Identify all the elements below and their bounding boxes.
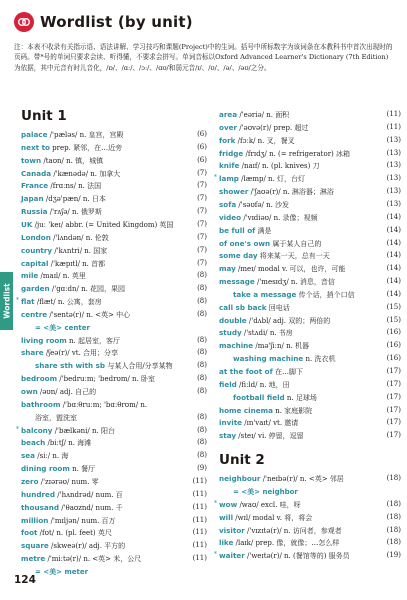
definition: 回电话 xyxy=(266,303,290,312)
page-ref: (13) xyxy=(386,199,401,208)
headword: balcony xyxy=(21,425,53,435)
definition: /'eəriə/ n. 面积 xyxy=(237,111,290,119)
headword: of one's own xyxy=(219,238,271,248)
headword: UK xyxy=(21,219,33,229)
headword: Canada xyxy=(21,168,52,178)
page-ref: (8) xyxy=(197,348,207,357)
headword: metre xyxy=(21,554,46,564)
wordlist-entry xyxy=(21,154,207,167)
definition: /'weɪtə(r)/ n. (餐馆等的) 服务员 xyxy=(244,552,350,561)
headword: field xyxy=(219,379,237,389)
headword: video xyxy=(219,212,242,222)
definition: /'kænədə/ n. 加拿大 xyxy=(51,169,121,178)
headword: foot xyxy=(21,528,38,538)
wordlist-entry xyxy=(219,198,401,211)
wordlist-entry xyxy=(21,398,207,411)
sidebar-tab-label: Wordlist xyxy=(2,283,11,319)
definition: /frɑːns/ n. 法国 xyxy=(48,182,102,191)
headword: sea xyxy=(21,451,36,461)
page-ref: (8) xyxy=(197,284,207,293)
wordlist-entry xyxy=(21,436,207,449)
wordlist-entry xyxy=(219,524,401,537)
definition: 传个话，捎个口信 xyxy=(296,290,355,299)
headword: neighbour xyxy=(219,474,261,484)
definition: /'ʃaʊə(r)/ n. 淋浴器；淋浴 xyxy=(248,188,334,197)
headword: washing machine xyxy=(233,354,304,364)
wordlist-entry xyxy=(21,141,207,154)
wordlist-entry xyxy=(219,237,401,250)
definition: n. 洗衣机 xyxy=(303,355,336,364)
definition: 将来某一天，总有一天 xyxy=(257,252,330,261)
headword: knife xyxy=(219,161,240,171)
headword: thousand xyxy=(21,502,59,512)
wordlist-entry xyxy=(35,411,207,424)
headword: wow xyxy=(219,499,238,509)
wordlist-entry xyxy=(219,185,401,198)
definition: n. 起居室，客厅 xyxy=(66,336,120,345)
headword: centre xyxy=(21,309,48,319)
sidebar-tab xyxy=(0,272,13,330)
page-ref: (13) xyxy=(386,187,401,196)
definition: /skweə(r)/ adj. 平方的 xyxy=(48,542,126,551)
page-ref: (18) xyxy=(386,525,401,534)
wordlist-entry xyxy=(21,218,207,231)
definition: /'dʌbl/ adj. 双的；两倍的 xyxy=(246,316,331,325)
page-ref: (8) xyxy=(197,271,207,280)
definition: /maɪl/ n. 英里 xyxy=(38,272,86,281)
wordlist-entry xyxy=(214,498,401,511)
page-ref: (14) xyxy=(386,212,401,221)
page-ref: (13) xyxy=(386,135,401,144)
headword: lamp xyxy=(219,174,239,184)
wordlist-entry xyxy=(21,269,207,282)
definition: /'vɪdiəʊ/ n. 录像；视频 xyxy=(241,213,318,222)
page-ref: (8) xyxy=(197,361,207,370)
page-ref: (8) xyxy=(197,438,207,447)
definition: /'pæləs/ n. 皇宫，宫殿 xyxy=(47,131,124,139)
definition: /fɔːk/ n. 叉，餐叉 xyxy=(235,136,295,145)
wordlist-entry xyxy=(16,424,207,437)
definition: /'bælkəni/ n. 阳台 xyxy=(52,426,115,435)
definition: n. 餐厅 xyxy=(69,465,96,474)
wordlist-entry xyxy=(21,346,207,359)
headword: square xyxy=(21,541,49,551)
headword: may xyxy=(219,264,236,274)
headword: invite xyxy=(219,418,243,428)
definition: /'mɪljən/ num. 百万 xyxy=(48,516,116,525)
star-marker: * xyxy=(214,174,217,182)
page-ref: (14) xyxy=(386,277,401,286)
wordlist-entry xyxy=(21,449,207,462)
wordlist-entry xyxy=(219,511,401,524)
definition: /taʊn/ n. 镇，城镇 xyxy=(41,156,104,165)
wordlist-entry xyxy=(21,488,207,501)
definition: /'rʌʃə/ n. 俄罗斯 xyxy=(47,208,102,217)
page-ref: (8) xyxy=(197,335,207,344)
definition: /frɪdʒ/ n. (= refrigerator) 冰箱 xyxy=(243,149,351,158)
definition: /ɪn'vaɪt/ vt. 邀请 xyxy=(242,419,299,428)
wordlist-entry xyxy=(21,308,207,321)
definition: /'θaʊznd/ num. 千 xyxy=(59,503,123,512)
page-ref: (11) xyxy=(192,515,207,524)
definition: /'sentə(r)/ n. <英> 中心 xyxy=(47,310,131,319)
wordlist-entry xyxy=(35,321,207,334)
page-number: 124 xyxy=(14,574,36,586)
definition: /waʊ/ excl. 哇，呀 xyxy=(237,500,301,509)
wordlist-entry xyxy=(21,192,207,205)
star-marker: * xyxy=(214,499,217,507)
wordlist-entry xyxy=(21,282,207,295)
unit-1-heading: Unit 1 xyxy=(21,108,67,124)
headword: sofa xyxy=(219,199,237,209)
definition: /'əʊvə(r)/ prep. 超过 xyxy=(237,123,309,132)
page-ref: (6) xyxy=(197,142,207,151)
wordlist-entry xyxy=(214,172,401,185)
wordlist-entry xyxy=(233,391,401,404)
page-ref: (18) xyxy=(386,512,401,521)
headword: garden xyxy=(21,284,50,294)
headword: study xyxy=(219,328,242,338)
headword: zero xyxy=(21,476,39,486)
headword: share xyxy=(21,348,44,358)
headword: be full of xyxy=(219,225,256,235)
wordlist-entry xyxy=(219,301,401,314)
wordlist-entry xyxy=(219,134,401,147)
wordlist-entry xyxy=(21,372,207,385)
page-ref: (11) xyxy=(192,502,207,511)
page-ref: (17) xyxy=(386,405,401,414)
page-ref: (15) xyxy=(386,315,401,324)
page-ref: (11) xyxy=(386,122,401,131)
definition: n. 足球场 xyxy=(284,393,317,402)
headword: bathroom xyxy=(21,399,61,409)
unit-2-heading: Unit 2 xyxy=(219,452,265,469)
definition: 属于某人自己的 xyxy=(270,239,322,248)
page-ref: (8) xyxy=(197,374,207,383)
page-ref: (11) xyxy=(192,541,207,550)
page-ref: (18) xyxy=(386,474,401,483)
definition: /'vɪzɪtə(r)/ n. 访问者，参观者 xyxy=(244,526,342,535)
page-ref: (13) xyxy=(386,161,401,170)
headword: dining room xyxy=(21,464,70,474)
page-header xyxy=(14,12,399,34)
headword: hundred xyxy=(21,489,56,499)
definition: /fʊt/ n. (pl. feet) 英尺 xyxy=(37,529,112,538)
wordlist-entry xyxy=(21,179,207,192)
wordlist-entry xyxy=(219,159,401,172)
page-ref: (11) xyxy=(192,489,207,498)
page-ref: (8) xyxy=(197,451,207,460)
page-ref: (7) xyxy=(197,232,207,241)
headword: bedroom xyxy=(21,374,58,384)
headword: mile xyxy=(21,271,39,281)
wordlist-entry xyxy=(21,462,207,475)
page-ref: (16) xyxy=(386,328,401,337)
definition: n. 家庭影院 xyxy=(272,406,313,415)
definition: /'bedruːm; 'bedrʊm/ n. 卧室 xyxy=(57,375,156,384)
definition: /'stʌdi/ n. 书房 xyxy=(241,329,293,338)
wordlist-entry xyxy=(219,429,401,442)
page-ref: (17) xyxy=(386,431,401,440)
wordlist-entry xyxy=(233,485,401,498)
page-ref: (7) xyxy=(197,258,207,267)
headword: shower xyxy=(219,187,249,197)
definition: /'hʌndrəd/ num. 百 xyxy=(55,490,123,499)
headword: town xyxy=(21,155,42,165)
wordlist-entry xyxy=(35,359,207,372)
page-ref: (8) xyxy=(197,309,207,318)
definition: /'gɑːdn/ n. 花园，果园 xyxy=(49,285,126,294)
wordlist-entry xyxy=(21,475,207,488)
star-marker: * xyxy=(16,297,19,305)
definition: = <美> center xyxy=(35,323,90,332)
definition: /'lʌndən/ n. 伦敦 xyxy=(50,233,109,242)
headword: machine xyxy=(219,341,254,351)
logo-icon xyxy=(14,12,34,32)
page-ref: (8) xyxy=(197,425,207,434)
headword: stay xyxy=(219,431,237,441)
headword: country xyxy=(21,245,53,255)
wordlist-entry xyxy=(35,565,207,578)
headword: football field xyxy=(233,392,285,402)
definition: /'kʌntri/ n. 国家 xyxy=(52,246,108,255)
wordlist-entry xyxy=(233,352,401,365)
page-ref: (9) xyxy=(197,464,207,473)
headword: flat xyxy=(21,297,35,307)
page-ref: (14) xyxy=(386,251,401,260)
page-ref: (17) xyxy=(386,392,401,401)
wordlist-entry xyxy=(219,339,401,352)
definition: /'mesɪdʒ/ n. 消息，音信 xyxy=(254,278,335,287)
definition: /flæt/ n. 公寓，套房 xyxy=(34,298,102,307)
wordlist-entry xyxy=(21,552,207,565)
page-ref: (11) xyxy=(192,528,207,537)
headword: waiter xyxy=(219,551,245,561)
definition: /meɪ/ modal v. 可以，也许，可能 xyxy=(235,265,346,274)
wordlist-entry xyxy=(219,211,401,224)
definition: /'səʊfə/ n. 沙发 xyxy=(236,200,290,209)
wordlist-entry xyxy=(233,288,401,301)
page-ref: (6) xyxy=(197,130,207,138)
headword: fridge xyxy=(219,148,244,158)
headword: take a message xyxy=(233,289,297,299)
wordlist-entry xyxy=(219,365,401,378)
wordlist-entry xyxy=(21,244,207,257)
headword: over xyxy=(219,122,238,132)
page-ref: (7) xyxy=(197,168,207,177)
wordlist-entry xyxy=(219,326,401,339)
headword: home cinema xyxy=(219,405,273,415)
wordlist-entry xyxy=(219,108,401,121)
page-ref: (7) xyxy=(197,219,207,228)
definition: /wɪl/ modal v. 将，将会 xyxy=(233,513,313,522)
page-ref: (19) xyxy=(386,551,401,560)
headword: beach xyxy=(21,438,46,448)
page-ref: (16) xyxy=(386,341,401,350)
page-ref: (14) xyxy=(386,238,401,247)
headword: capital xyxy=(21,258,49,268)
definition: /'kæpɪtl/ n. 首都 xyxy=(48,259,106,268)
star-marker: * xyxy=(214,551,217,559)
definition: /fiːld/ n. 地，田 xyxy=(236,380,290,389)
page-ref: (8) xyxy=(197,412,207,421)
definition: 浴室，盥洗室 xyxy=(35,413,77,422)
headword: call sb back xyxy=(219,302,267,312)
wordlist-entry xyxy=(21,167,207,180)
definition: /steɪ/ vi. 停留，逗留 xyxy=(236,432,304,441)
wordlist-entry xyxy=(219,224,401,237)
wordlist-entry xyxy=(219,536,401,549)
wordlist-entry xyxy=(219,404,401,417)
headword: like xyxy=(219,538,234,548)
star-marker: * xyxy=(16,425,19,433)
wordlist-entry xyxy=(214,549,401,562)
definition: /mə'ʃiːn/ n. 机器 xyxy=(253,342,310,351)
wordlist-entry xyxy=(219,147,401,160)
wordlist-entry xyxy=(21,526,207,539)
definition: /læmp/ n. 灯，台灯 xyxy=(238,175,306,184)
definition: /'bɑːθruːm; 'bɑːθrʊm/ n. xyxy=(60,400,148,409)
page-ref: (11) xyxy=(192,476,207,485)
wordlist-entry xyxy=(21,205,207,218)
definition: 在…脚下 xyxy=(272,368,303,376)
page-ref: (14) xyxy=(386,264,401,273)
headword: double xyxy=(219,315,247,325)
definition: /juː 'keɪ/ abbr. (= United Kingdom) 英国 xyxy=(32,220,174,229)
definition: /əʊn/ adj. 自己的 xyxy=(37,388,97,396)
definition: /'miːtə(r)/ n. <英> 米，公尺 xyxy=(45,555,142,564)
definition: /siː/ n. 海 xyxy=(35,452,69,461)
definition: /laɪk/ prep. 像，就像；…怎么样 xyxy=(233,539,340,548)
definition: /naɪf/ n. (pl. knives) 刀 xyxy=(239,162,320,171)
headword: London xyxy=(21,232,51,242)
definition: /dʒə'pæn/ n. 日本 xyxy=(43,195,106,204)
page-ref: (13) xyxy=(386,174,401,183)
wordlist-entry xyxy=(21,385,207,398)
page-ref: (14) xyxy=(386,225,401,234)
definition: = <美> meter xyxy=(35,567,89,576)
definition: = <美> neighbor xyxy=(233,487,298,496)
definition: /'zɪərəʊ/ num. 零 xyxy=(38,477,99,486)
definition: /biːtʃ/ n. 海滩 xyxy=(45,439,92,448)
wordlist-entry xyxy=(219,314,401,327)
headword: some day xyxy=(219,251,258,261)
wordlist-entry xyxy=(21,128,207,141)
page-ref: (13) xyxy=(386,148,401,157)
headword: palace xyxy=(21,130,48,139)
wordlist-entry xyxy=(21,539,207,552)
definition: 与某人合用/分享某物 xyxy=(105,362,173,371)
wordlist-entry xyxy=(219,262,401,275)
page-ref: (7) xyxy=(197,181,207,190)
headword: will xyxy=(219,512,234,522)
headword: Japan xyxy=(21,194,44,204)
page-ref: (7) xyxy=(197,207,207,216)
definition: 满是 xyxy=(255,226,272,235)
headword: message xyxy=(219,277,255,287)
headword: living room xyxy=(21,335,67,345)
headword: at the foot of xyxy=(219,367,273,376)
headword: area xyxy=(219,110,238,119)
wordlist-entry xyxy=(219,472,401,485)
page-ref: (17) xyxy=(386,418,401,427)
headword: France xyxy=(21,181,49,191)
definition: /'neɪbə(r)/ n. <英> 邻居 xyxy=(260,475,344,484)
page-ref: (16) xyxy=(386,354,401,363)
page-ref: (8) xyxy=(197,387,207,395)
wordlist-entry xyxy=(21,231,207,244)
wordlist-entry xyxy=(21,514,207,527)
wordlist-entry xyxy=(219,275,401,288)
wordlist-entry xyxy=(21,257,207,270)
page-ref: (14) xyxy=(386,289,401,298)
definition: prep. 紧邻，在…近旁 xyxy=(49,143,123,152)
wordlist-entry xyxy=(21,501,207,514)
page-ref: (18) xyxy=(386,538,401,547)
page-ref: (7) xyxy=(197,245,207,254)
page-title: Wordlist (by unit) xyxy=(40,13,193,31)
wordlist-entry xyxy=(21,334,207,347)
page-ref: (11) xyxy=(386,110,401,118)
intro-note: 注：本表不收录有关指示语、语法讲解、学习技巧和课题(Project)中的生词。括号中所标数字为该词条在本教科书中首次出现时的页码。带*号的单词只要求会读、听得懂，不要求会拼写。单词音标以Oxford Advanced Learner's Dictionary (7th Edition)为依据，其中元音有时儿音化，/ɒ/、/ɑː/、/ɔː/、/ɑʊ/和弱元音/ɪ/、/ʊ/、/ə/、/əʊ/之分。 xyxy=(14,43,393,72)
wordlist-entry xyxy=(219,416,401,429)
page-ref: (17) xyxy=(386,367,401,375)
page-ref: (7) xyxy=(197,194,207,203)
page-ref: (18) xyxy=(386,499,401,508)
wordlist-entry xyxy=(219,378,401,391)
page-ref: (15) xyxy=(386,302,401,311)
page-ref: (11) xyxy=(192,554,207,563)
wordlist-entry xyxy=(219,121,401,134)
headword: fork xyxy=(219,135,236,145)
headword: visitor xyxy=(219,525,245,535)
headword: million xyxy=(21,515,49,525)
wordlist-entry xyxy=(16,295,207,308)
page-ref: (6) xyxy=(197,155,207,164)
headword: share sth with sb xyxy=(35,361,106,371)
headword: own xyxy=(21,387,38,396)
wordlist-entry xyxy=(219,249,401,262)
headword: Russia xyxy=(21,207,48,217)
page-ref: (17) xyxy=(386,379,401,388)
definition: /ʃeə(r)/ vt. 合用；分享 xyxy=(43,349,119,358)
page-ref: (8) xyxy=(197,297,207,306)
headword: next to xyxy=(21,142,50,152)
